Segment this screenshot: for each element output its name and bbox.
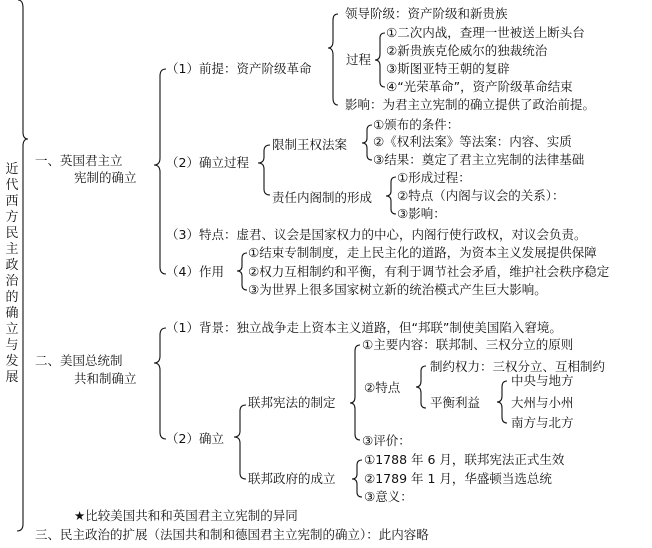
s2-balance-label: 平衡利益 bbox=[430, 395, 481, 410]
s1-cabinet-item: ②特点（内阁与议会的关系）： bbox=[397, 188, 565, 203]
s1-role-label: （4）作用 bbox=[166, 264, 224, 279]
s2-heading-line1: 二、美国总统制 bbox=[35, 353, 123, 368]
s1-process-label: 过程 bbox=[346, 52, 372, 67]
s2-main-content: ①主要内容：联邦制、三权分立的原则 bbox=[362, 337, 574, 352]
title-char: 发 bbox=[5, 354, 19, 369]
title-char: 方 bbox=[5, 210, 19, 225]
s1-role-item: ①结束专制制度，走上民主化的道路，为资本主义发展提供保障 bbox=[248, 245, 597, 260]
brace-s1p2-b bbox=[386, 177, 396, 214]
s1-process-item: ②新贵族克伦威尔的独裁统治 bbox=[386, 43, 548, 58]
title-char: 代 bbox=[5, 178, 19, 193]
s1-process-item: ③斯图亚特王朝的复辟 bbox=[386, 61, 510, 76]
title-char: 民 bbox=[5, 226, 19, 241]
s1-heading-line2: 宪制的确立 bbox=[74, 170, 137, 185]
title-char: 政 bbox=[5, 258, 19, 273]
brace-s1 bbox=[154, 69, 166, 274]
s1-role-item: ②权力互相制约和平衡，有利于调节社会矛盾，维护社会秩序稳定 bbox=[248, 264, 610, 279]
s1-establish-label: （2）确立过程 bbox=[166, 155, 249, 170]
s2-background: （1）背景：独立战争走上资本主义道路，但“邦联”制使美国陷入窘境。 bbox=[166, 320, 562, 335]
title-char: 立 bbox=[5, 322, 19, 337]
s1-process-item: ④“光荣革命”，资产阶级革命结束 bbox=[386, 79, 573, 94]
s2-government-label: 联邦政府的成立 bbox=[248, 471, 336, 486]
s1-restrict-item: ②《权利法案》等法案：内容、实质 bbox=[373, 134, 572, 149]
s2-balance-item: 大州与小州 bbox=[511, 395, 574, 410]
s1-premise-label: （1）前提：资产阶级革命 bbox=[166, 61, 312, 76]
s1-heading-line1: 一、英国君主立 bbox=[35, 153, 123, 168]
s2-government-item: ②1789 年 1 月，华盛顿当选总统 bbox=[364, 471, 552, 486]
brace-s2p2-b bbox=[352, 460, 362, 497]
s1-restrict-label: 限制王权法案 bbox=[272, 137, 348, 152]
s1-cabinet-item: ③影响： bbox=[397, 206, 446, 221]
s1-cabinet-label: 责任内阁制的形成 bbox=[272, 190, 373, 205]
title-char: 展 bbox=[5, 370, 19, 385]
s1-restrict-item: ①颁布的条件： bbox=[373, 117, 460, 132]
s1-impact: 影响：为君主立宪制的确立提供了政治前提。 bbox=[345, 97, 596, 112]
s2-balance-item: 中央与地方 bbox=[511, 373, 574, 388]
title-char: 主 bbox=[5, 242, 19, 257]
brace-s1p4 bbox=[237, 253, 247, 290]
s1-process-item: ①二次内战，查理一世被送上断头台 bbox=[386, 25, 585, 40]
brace-root bbox=[18, 0, 28, 139]
s3-heading: 三、民主政治的扩展（法国共和制和德国君主立宪制的确立）：此内容略 bbox=[35, 527, 429, 542]
s2-establish-label: （2）确立 bbox=[166, 431, 224, 446]
brace-s2p2 bbox=[234, 405, 246, 479]
title-char: 与 bbox=[5, 338, 19, 353]
s1-leader: 领导阶级：资产阶级和新贵族 bbox=[345, 6, 508, 21]
s2-feature-label: ②特点 bbox=[364, 380, 401, 395]
s2-government-item: ①1788 年 6 月，联邦宪法正式生效 bbox=[364, 452, 565, 467]
title-char: 的 bbox=[5, 290, 19, 305]
brace-s2p2-a bbox=[350, 345, 360, 440]
brace-s2p2-balance bbox=[497, 381, 507, 423]
title-char: 近 bbox=[5, 162, 19, 177]
s2-government-item: ③意义： bbox=[364, 489, 413, 504]
s2-heading-line2: 共和制确立 bbox=[74, 371, 137, 386]
compare-note: ★比较美国共和和英国君主立宪制的异同 bbox=[74, 508, 298, 523]
s1-features: （3）特点：虚君、议会是国家权力的中心，内阁行使行政权，对议会负责。 bbox=[166, 227, 587, 242]
s2-balance-item: 南方与北方 bbox=[511, 415, 574, 430]
title-char: 治 bbox=[5, 274, 19, 289]
s2-feature-restrict: 制约权力：三权分立、互相制约 bbox=[430, 359, 606, 374]
s1-cabinet-item: ①形成过程： bbox=[397, 170, 471, 185]
brace-s2p2-feature bbox=[416, 366, 426, 408]
brace-s1p2-a bbox=[362, 125, 372, 160]
brace-s2 bbox=[154, 328, 166, 439]
brace-s1p1 bbox=[328, 14, 338, 105]
title-char: 西 bbox=[5, 194, 19, 209]
s2-constitution-label: 联邦宪法的制定 bbox=[248, 395, 336, 410]
brace-s1p1-process bbox=[375, 33, 385, 87]
brace-s1p2 bbox=[258, 145, 270, 195]
s1-restrict-item: ③结果：奠定了君主立宪制的法律基础 bbox=[373, 152, 585, 167]
s1-role-item: ③为世界上很多国家树立新的统治模式产生巨大影响。 bbox=[248, 282, 547, 297]
s2-evaluation: ③评价： bbox=[362, 433, 411, 448]
title-char: 确 bbox=[5, 306, 19, 321]
map-title bbox=[4, 162, 20, 386]
